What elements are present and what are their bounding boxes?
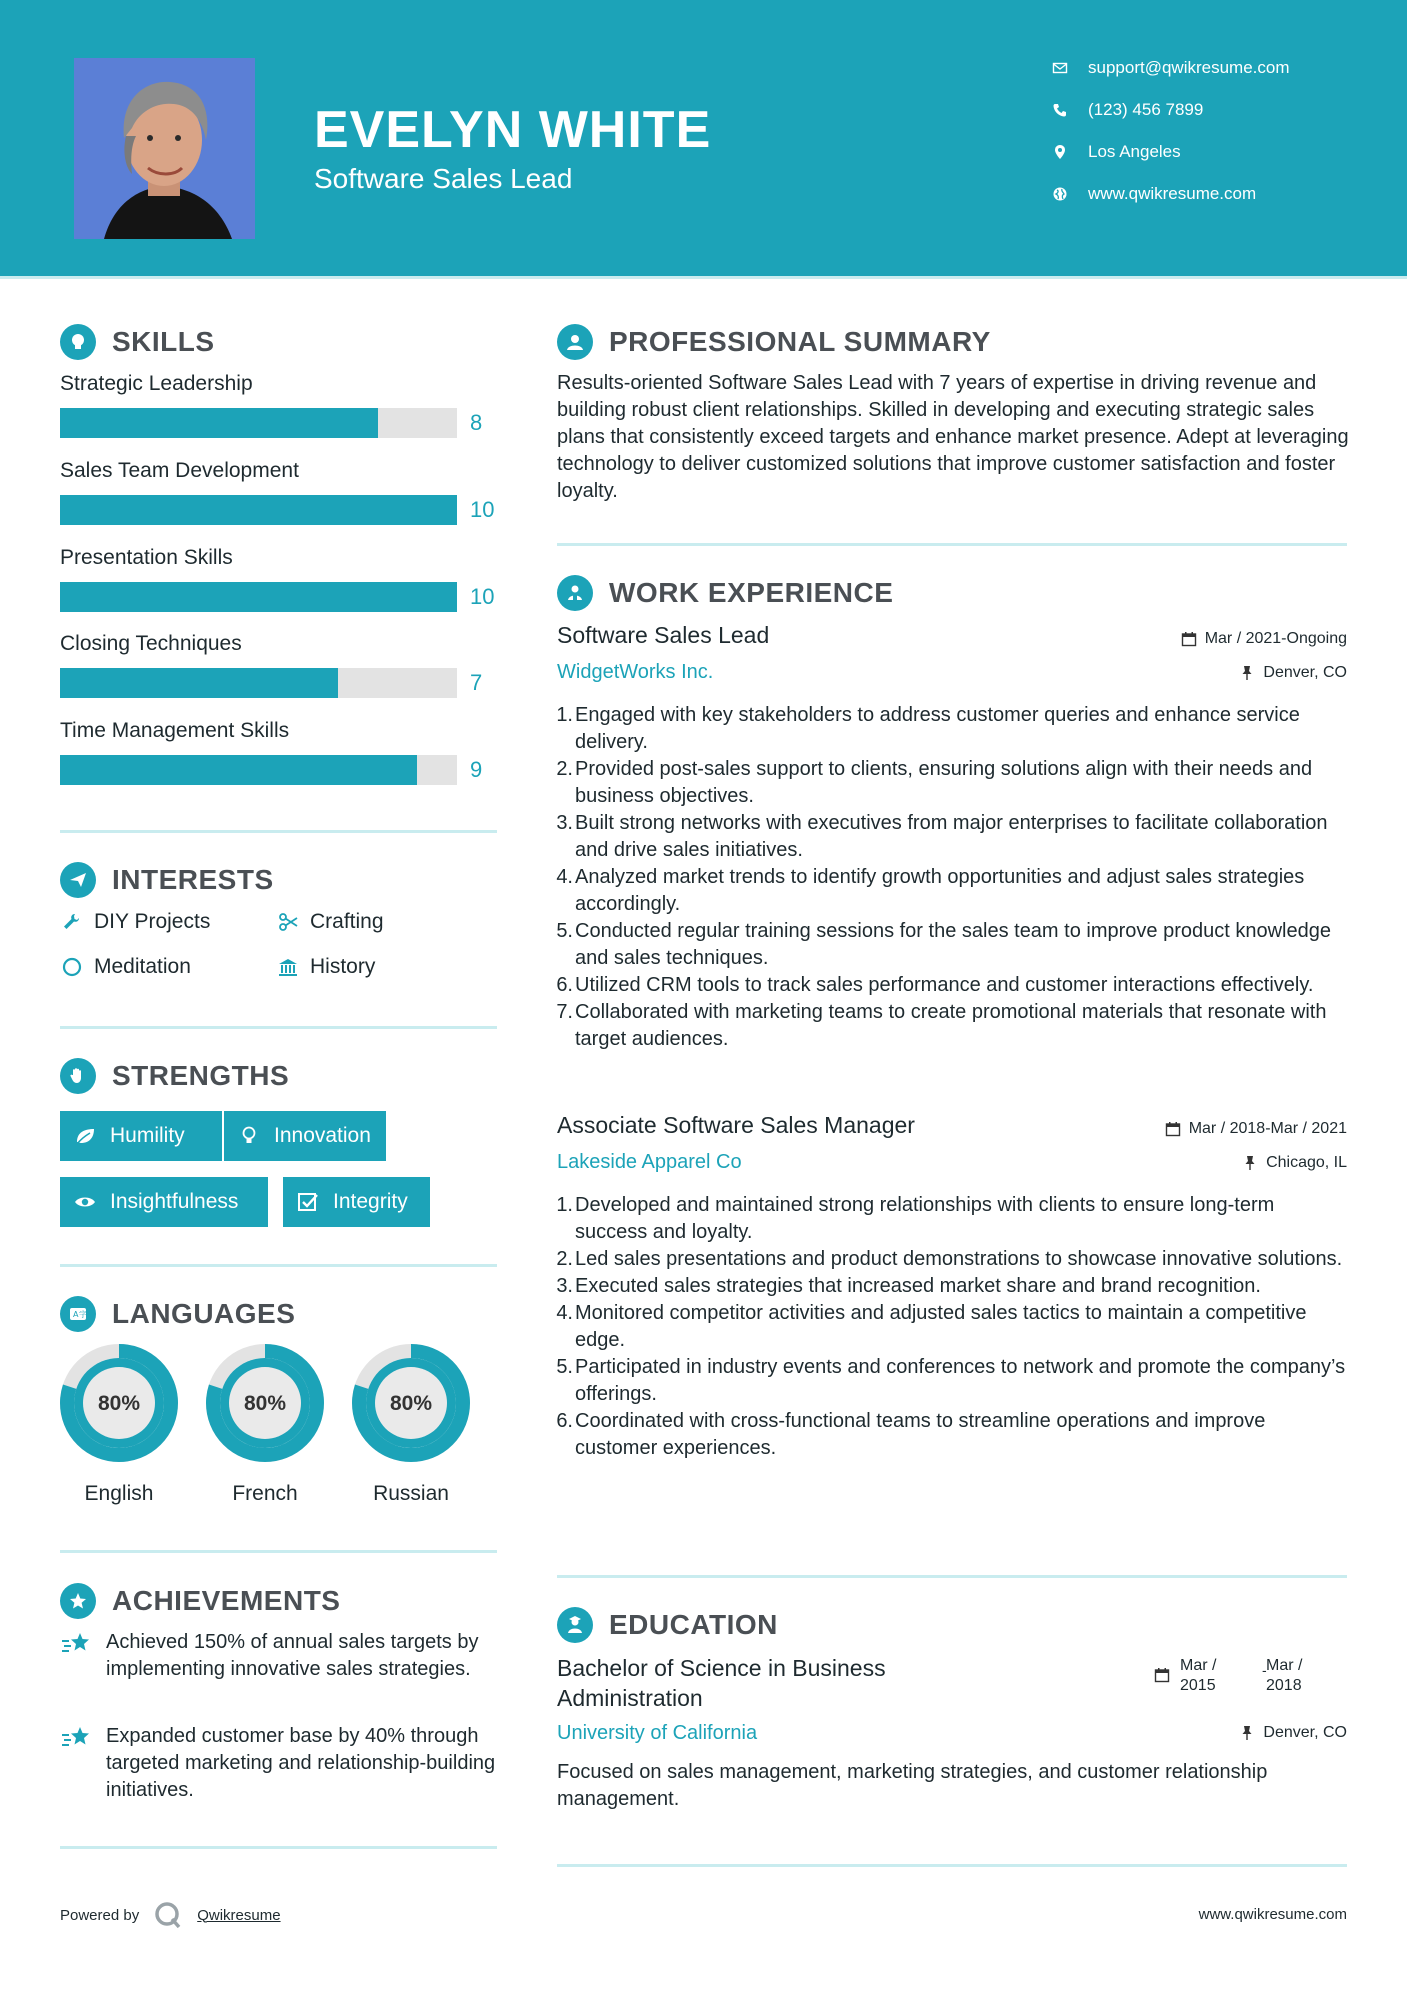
language-donut (58, 1342, 180, 1464)
interest-item (276, 955, 375, 979)
job-entry (557, 1112, 1347, 1462)
language-donut (350, 1342, 472, 1464)
calendar-icon (1181, 631, 1197, 647)
job-bullet: 4. Analyzed market trends to identify growth opportunities and adjust sales strategies accordingly. (556, 866, 1305, 915)
achievements-title: ACHIEVEMENTS (112, 1585, 341, 1616)
candidate-title: Software Sales Lead (314, 163, 573, 194)
education-description: Focused on sales management, marketing strategies, and customer relationship management. (557, 1761, 1268, 1810)
skill-label: Closing Techniques (60, 632, 242, 655)
check-square-icon (295, 1189, 321, 1215)
skill-bar (60, 668, 457, 698)
job-location (1242, 1154, 1347, 1172)
profile-photo (74, 58, 255, 239)
section-divider (60, 1550, 497, 1553)
skills-title: SKILLS (112, 326, 215, 357)
interest-label: Crafting (310, 910, 384, 933)
skill-label: Time Management Skills (60, 719, 290, 742)
achievements-heading (60, 1583, 340, 1619)
paper-plane-icon (60, 862, 96, 898)
language-donut (204, 1342, 326, 1464)
strength-label: Insightfulness (110, 1190, 239, 1213)
achievement-text: Expanded customer base by 40% through targeted marketing and relationship-building initiatives. (106, 1725, 496, 1801)
job-role: Software Sales Lead (557, 622, 770, 648)
contact-location-text: Los Angeles (1088, 142, 1181, 161)
pin-icon (1239, 665, 1255, 681)
job-location-text: Denver, CO (1263, 664, 1347, 681)
skill-bar-fill (60, 408, 378, 438)
header-divider (0, 276, 1407, 279)
skill-bar (60, 408, 457, 438)
job-entry (557, 622, 1347, 1053)
interest-item (60, 910, 210, 934)
skill-bar (60, 582, 457, 612)
scissors-icon (276, 910, 300, 934)
job-bullet: 3. Executed sales strategies that increased market share and brand recognition. (556, 1275, 1261, 1297)
bank-icon (276, 955, 300, 979)
skill-value: 7 (470, 670, 483, 695)
resume-header (0, 0, 1407, 276)
qwikresume-logo-icon (153, 1900, 183, 1930)
job-bullets (557, 702, 1347, 1053)
svg-text:A: A (73, 1310, 79, 1319)
contact-location (1050, 142, 1181, 162)
interests-title: INTERESTS (112, 864, 274, 895)
education-start-date: Mar / 2015 (1180, 1657, 1217, 1694)
strength-badge (224, 1111, 386, 1161)
summary-heading (557, 324, 991, 360)
leaf-icon (72, 1123, 98, 1149)
job-company: WidgetWorks Inc. (557, 661, 714, 683)
svg-text:字: 字 (79, 1310, 87, 1319)
user-icon (557, 324, 593, 360)
education-degree: Bachelor of Science in Business Administration (557, 1655, 886, 1711)
job-bullet: 7. Collaborated with marketing teams to create promotional materials that resonate with target audiences. (556, 1001, 1327, 1050)
summary-text: Results-oriented Software Sales Lead with 7 years of expertise in driving revenue and building robust client relationships. Skilled in developing and executing strategic sales plans that consistently exceed targets and enhance market presence. Adept at leveraging technology to deliver customized solutions that improve customer satisfaction and foster loyalty. (557, 372, 1349, 502)
job-bullet: 5. Participated in industry events and conferences to network and promote the company’s offerings. (556, 1356, 1346, 1405)
job-bullet: 4. Monitored competitor activities and adjusted sales tactics to maintain a competitive edge. (556, 1302, 1307, 1351)
language-name: French (232, 1482, 298, 1505)
job-dates-text: Mar / 2021-Ongoing (1204, 630, 1347, 647)
section-divider (60, 830, 497, 833)
section-divider (557, 543, 1347, 546)
lightbulb-icon (236, 1123, 262, 1149)
contact-website-text: www.qwikresume.com (1088, 184, 1257, 203)
achievement-item (60, 1723, 500, 1804)
experience-title: WORK EXPERIENCE (609, 577, 894, 608)
job-role: Associate Software Sales Manager (557, 1112, 915, 1138)
language-percent: 80% (389, 1392, 433, 1415)
shooting-star-icon (60, 1629, 94, 1659)
hand-icon (60, 1058, 96, 1094)
job-bullet: 3. Built strong networks with executives from major enterprises to facilitate collaboration and drive sales initiatives. (556, 812, 1328, 861)
contact-email-text: support@qwikresume.com (1088, 58, 1290, 77)
language-item (58, 1342, 180, 1506)
strengths-heading (60, 1058, 289, 1094)
interest-label: History (310, 955, 376, 978)
skill-label: Presentation Skills (60, 546, 233, 569)
education-heading (557, 1607, 778, 1643)
contact-phone-text: (123) 456 7899 (1088, 100, 1204, 119)
strength-label: Integrity (333, 1190, 408, 1213)
date-separator: - (1262, 1662, 1267, 1678)
job-company: Lakeside Apparel Co (557, 1151, 742, 1173)
candidate-name: EVELYN WHITE (314, 101, 712, 159)
language-name: English (84, 1482, 154, 1505)
languages-title: LANGUAGES (112, 1298, 296, 1329)
skills-heading (60, 324, 215, 360)
strength-label: Humility (110, 1124, 185, 1147)
language-name: Russian (373, 1482, 449, 1505)
contact-phone[interactable] (1050, 100, 1203, 120)
section-divider (557, 1575, 1347, 1578)
job-bullet: 6. Coordinated with cross-functional teams to streamline operations and improve customer experiences. (556, 1410, 1266, 1459)
skill-label: Sales Team Development (60, 459, 299, 482)
graduate-icon (557, 1607, 593, 1643)
achievement-item (60, 1629, 500, 1683)
job-dates-text: Mar / 2018-Mar / 2021 (1188, 1120, 1347, 1137)
footer-website[interactable]: www.qwikresume.com (1198, 1906, 1347, 1923)
interest-item (276, 910, 384, 934)
phone-icon (1050, 100, 1070, 120)
powered-by-text: Powered by (60, 1906, 140, 1924)
language-percent: 80% (97, 1392, 141, 1415)
skill-bar (60, 755, 457, 785)
calendar-icon (1154, 1667, 1170, 1683)
job-bullet: 5. Conducted regular training sessions for the sales team to improve product knowledge and sales techniques. (556, 920, 1331, 969)
circle-icon (60, 955, 84, 979)
job-dates (1165, 1120, 1347, 1138)
job-bullet: 6. Utilized CRM tools to track sales performance and customer interactions effectively. (556, 974, 1314, 996)
interest-item (60, 955, 191, 979)
globe-icon (1050, 184, 1070, 204)
section-divider (60, 1264, 497, 1267)
footer-powered-by (60, 1900, 281, 1930)
strength-badge (60, 1111, 222, 1161)
experience-heading (557, 575, 893, 611)
calendar-icon (1165, 1121, 1181, 1137)
interests-heading (60, 862, 274, 898)
education-title: EDUCATION (609, 1609, 778, 1640)
briefcase-user-icon (557, 575, 593, 611)
language-item (204, 1342, 326, 1506)
education-location-text: Denver, CO (1263, 1724, 1347, 1741)
pin-icon (1242, 1155, 1258, 1171)
achievement-text: Achieved 150% of annual sales targets by implementing innovative sales strategies. (106, 1631, 479, 1680)
pin-icon (1239, 1725, 1255, 1741)
qwikresume-link[interactable]: Qwikresume (197, 1906, 281, 1924)
wrench-icon (60, 910, 84, 934)
skill-label: Strategic Leadership (60, 372, 253, 395)
section-divider (557, 1864, 1347, 1867)
star-icon (60, 1583, 96, 1619)
skill-bar-fill (60, 755, 417, 785)
education-end-date: Mar / 2018 (1266, 1657, 1303, 1694)
skill-bar-fill (60, 582, 457, 612)
contact-email[interactable] (1050, 58, 1290, 78)
language-item (350, 1342, 472, 1506)
job-dates (1181, 630, 1347, 648)
job-location (1239, 664, 1347, 682)
shooting-star-icon (60, 1723, 94, 1753)
interest-label: DIY Projects (94, 910, 211, 933)
skill-bar-fill (60, 495, 457, 525)
contact-website[interactable] (1050, 184, 1256, 204)
job-bullets (557, 1192, 1347, 1462)
skill-bar-fill (60, 668, 338, 698)
email-icon (1050, 58, 1070, 78)
job-bullet: 2. Led sales presentations and product demonstrations to showcase innovative solutions. (556, 1248, 1343, 1270)
education-location (1239, 1724, 1347, 1742)
job-bullet: 2. Provided post-sales support to clients, ensuring solutions align with their needs and business objectives. (556, 758, 1313, 807)
section-divider (60, 1846, 497, 1849)
skill-value: 9 (470, 757, 483, 782)
interest-label: Meditation (94, 955, 191, 978)
skill-value: 10 (470, 497, 495, 522)
job-location-text: Chicago, IL (1266, 1154, 1347, 1171)
language-icon (60, 1296, 96, 1332)
skill-value: 8 (470, 410, 483, 435)
job-bullet: 1. Engaged with key stakeholders to address customer queries and enhance service delivery. (556, 704, 1300, 753)
strength-label: Innovation (274, 1124, 371, 1147)
location-icon (1050, 142, 1070, 162)
languages-heading (60, 1296, 295, 1332)
education-school: University of California (557, 1722, 758, 1744)
eye-icon (72, 1189, 98, 1215)
summary-title: PROFESSIONAL SUMMARY (609, 326, 991, 357)
language-percent: 80% (243, 1392, 287, 1415)
lightbulb-icon (60, 324, 96, 360)
strength-badge (283, 1177, 430, 1227)
strength-badge (60, 1177, 268, 1227)
skill-bar (60, 495, 457, 525)
skill-value: 10 (470, 584, 495, 609)
job-bullet: 1. Developed and maintained strong relationships with clients to ensure long-term success and loyalty. (556, 1194, 1275, 1243)
section-divider (60, 1026, 497, 1029)
strengths-title: STRENGTHS (112, 1060, 290, 1091)
